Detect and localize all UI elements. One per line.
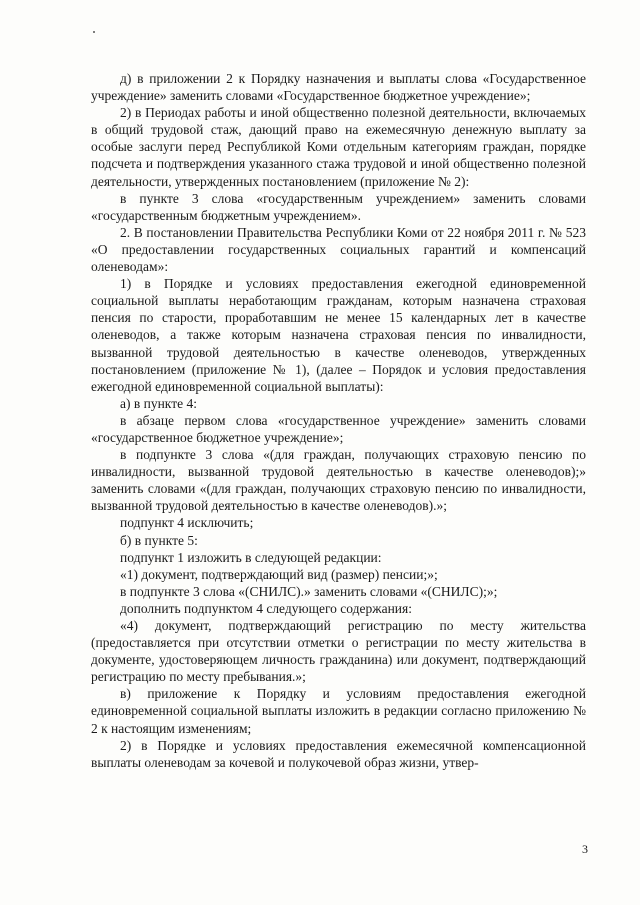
paragraph-v-appendix: в) приложение к Порядку и условиям предоставления ежегодной единовременной социальной выплаты изложить в редакции согласно приложению № 2 к настоящим изменениям;: [91, 686, 586, 736]
paragraph-pension-document: «1) документ, подтверждающий вид (размер) пенсии;»;: [120, 566, 438, 582]
page-number: 3: [582, 842, 588, 856]
document-body: [91, 70, 586, 771]
paragraph-registration-document: «4) документ, подтверждающий регистрацию по месту жительства (предоставляется при отсутствии отметки о регистрации по месту жительства в документе, удостоверяющем личность гражданина) или документ, подтверждающий регистрацию по месту пребывания.»;: [91, 618, 586, 685]
paragraph-1-annual-payment: 1) в Порядке и условиях предоставления ежегодной единовременной социальной выплаты неработающим гражданам, которым назначена страховая пенсия по старости, проработавшим не менее 15 календарных лет в качестве оленеводов, а также которым назначена страховая пенсия по инвалидности, вызванной трудовой деятельностью в качестве оленеводов, утвержденных постановлением (приложение № 1), (далее – Порядок и условия предоставления ежегодной единовременной социальной выплаты):: [91, 276, 586, 394]
paragraph-subpoint-3-disability: в подпункте 3 слова «(для граждан, получающих страховую пенсию по инвалидности, вызванной трудовой деятельностью в качестве оленеводов);» заменить словами «(для граждан, получающих страховую пенсию по инвалидности, вызванной трудовой деятельностью в качестве оленеводов).»;: [91, 447, 586, 514]
paragraph-first-abzac: в абзаце первом слова «государственное учреждение» заменить словами «государственное бюджетное учреждение»;: [91, 412, 586, 445]
paragraph-subpoint-4-exclude: подпункт 4 исключить;: [120, 515, 254, 531]
paragraph-point-3-replace: в пункте 3 слова «государственным учреждением» заменить словами «государственным бюджетным учреждением».: [91, 190, 586, 223]
paragraph-a-point-4: а) в пункте 4:: [120, 395, 197, 411]
paragraph-subpoint-1-new-edition: подпункт 1 изложить в следующей редакции:: [120, 549, 382, 565]
paragraph-snils: в подпункте 3 слова «(СНИЛС).» заменить словами «(СНИЛС);»;: [120, 583, 498, 599]
paragraph-b-point-5: б) в пункте 5:: [120, 532, 198, 548]
paragraph-2-monthly-compensation: 2) в Порядке и условиях предоставления ежемесячной компенсационной выплаты оленеводам за кочевой и полукочевой образ жизни, утвер-: [91, 737, 586, 770]
paragraph-2-resolution-523: 2. В постановлении Правительства Республики Коми от 22 ноября 2011 г. № 523 «О предоставлении государственных социальных гарантий и компенсаций оленеводам»:: [91, 224, 586, 275]
paragraph-d-appendix-2: д) в приложении 2 к Порядку назначения и выплаты слова «Государственное учреждение» заменить словами «Государственное бюджетное учреждение»;: [91, 71, 586, 104]
paragraph-2-work-periods: 2) в Периодах работы и иной общественно полезной деятельности, включаемых в общий трудовой стаж, дающий право на ежемесячную денежную выплату за особые заслуги перед Республикой Коми отдельным категориям граждан, порядке подсчета и подтверждения указанного стажа трудовой и иной общественно полезной деятельности, утвержденных постановлением (приложение № 2):: [91, 105, 586, 189]
paragraph-add-subpoint-4: дополнить подпунктом 4 следующего содержания:: [120, 600, 412, 616]
scan-speck: [93, 31, 95, 33]
